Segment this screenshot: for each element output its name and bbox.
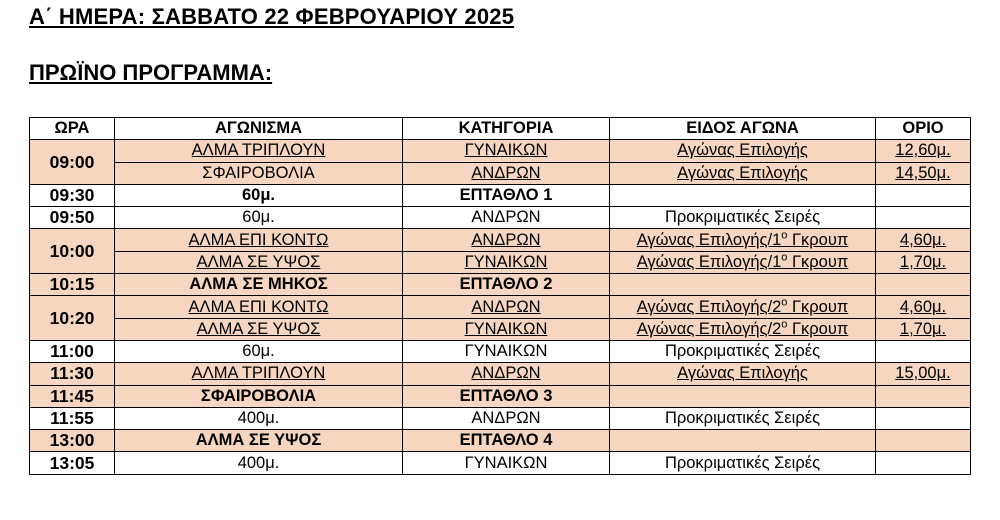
ordinal-suffix: ο — [781, 251, 788, 264]
type-cell: Προκριματικές Σειρές — [610, 340, 876, 362]
schedule-table — [29, 117, 971, 475]
limit-cell: 15,00μ. — [876, 363, 971, 385]
category-cell: ΓΥΝΑΙΚΩΝ — [403, 340, 610, 362]
event-cell: ΑΛΜΑ ΤΡΙΠΛΟΥΝ — [115, 140, 403, 162]
table-row — [30, 430, 971, 452]
event-cell: ΑΛΜΑ ΣΕ ΜΗΚΟΣ — [115, 274, 403, 296]
type-cell: Αγώνας Επιλογής — [610, 363, 876, 385]
table-row — [30, 140, 971, 162]
table-row — [30, 184, 971, 206]
category-cell: ΑΝΔΡΩΝ — [403, 296, 610, 318]
limit-cell: 1,70μ. — [876, 251, 971, 273]
header-category: ΚΑΤΗΓΟΡΙΑ — [403, 118, 610, 140]
limit-cell — [876, 340, 971, 362]
type-cell: Αγώνας Επιλογής/$1^o$ Γκρουπ — [610, 251, 876, 273]
limit-cell: 14,50μ. — [876, 162, 971, 184]
header-type: ΕΙΔΟΣ ΑΓΩΝΑ — [610, 118, 876, 140]
time-cell: 09:30 — [30, 184, 115, 206]
category-cell: ΓΥΝΑΙΚΩΝ — [403, 452, 610, 474]
event-cell: ΑΛΜΑ ΕΠΙ ΚΟΝΤΩ — [115, 229, 403, 251]
time-cell: 09:00 — [30, 140, 115, 185]
type-cell: Αγώνας Επιλογής — [610, 162, 876, 184]
event-cell: 400μ. — [115, 452, 403, 474]
type-cell — [610, 184, 876, 206]
type-cell — [610, 385, 876, 407]
day-title: Α΄ ΗΜΕΡΑ: ΣΑΒΒΑΤΟ 22 ΦΕΒΡΟΥΑΡΙΟΥ 2025 — [29, 4, 515, 29]
table-row — [30, 274, 971, 296]
table-row — [30, 251, 971, 273]
table-row — [30, 407, 971, 429]
category-cell: ΕΠΤΑΘΛΟ 4 — [403, 430, 610, 452]
type-cell: Αγώνας Επιλογής/$2^o$ Γκρουπ — [610, 318, 876, 340]
time-cell: 11:30 — [30, 363, 115, 385]
time-cell: 09:50 — [30, 207, 115, 229]
limit-cell — [876, 430, 971, 452]
event-cell: ΑΛΜΑ ΣΕ ΥΨΟΣ — [115, 430, 403, 452]
category-cell: ΑΝΔΡΩΝ — [403, 407, 610, 429]
time-cell: 13:05 — [30, 452, 115, 474]
category-cell: ΑΝΔΡΩΝ — [403, 363, 610, 385]
category-cell: ΑΝΔΡΩΝ — [403, 207, 610, 229]
event-cell: ΣΦΑΙΡΟΒΟΛΙΑ — [115, 385, 403, 407]
type-cell: Αγώνας Επιλογής/$1^o$ Γκρουπ — [610, 229, 876, 251]
table-row — [30, 363, 971, 385]
category-cell: ΕΠΤΑΘΛΟ 1 — [403, 184, 610, 206]
event-cell: ΑΛΜΑ ΕΠΙ ΚΟΝΤΩ — [115, 296, 403, 318]
limit-cell: 4,60μ. — [876, 229, 971, 251]
header-time: ΩΡΑ — [30, 118, 115, 140]
category-cell: ΕΠΤΑΘΛΟ 3 — [403, 385, 610, 407]
event-cell: ΑΛΜΑ ΣΕ ΥΨΟΣ — [115, 251, 403, 273]
ordinal-suffix: ο — [781, 229, 788, 242]
time-cell: 10:20 — [30, 296, 115, 341]
limit-cell — [876, 452, 971, 474]
table-row — [30, 229, 971, 251]
type-cell: Προκριματικές Σειρές — [610, 207, 876, 229]
header-row — [30, 118, 971, 140]
program-title: ΠΡΩΪΝΟ ΠΡΟΓΡΑΜΜΑ: — [29, 60, 273, 85]
ordinal-suffix: ο — [781, 318, 788, 331]
limit-cell: 12,60μ. — [876, 140, 971, 162]
limit-cell — [876, 385, 971, 407]
event-cell: ΣΦΑΙΡΟΒΟΛΙΑ — [115, 162, 403, 184]
table-row — [30, 296, 971, 318]
limit-cell — [876, 184, 971, 206]
table-row — [30, 340, 971, 362]
event-cell: ΑΛΜΑ ΣΕ ΥΨΟΣ — [115, 318, 403, 340]
type-cell: Προκριματικές Σειρές — [610, 452, 876, 474]
limit-cell: 1,70μ. — [876, 318, 971, 340]
table-row — [30, 385, 971, 407]
table-row — [30, 207, 971, 229]
category-cell: ΑΝΔΡΩΝ — [403, 229, 610, 251]
type-cell: Αγώνας Επιλογής/$2^o$ Γκρουπ — [610, 296, 876, 318]
table-row — [30, 318, 971, 340]
limit-cell — [876, 207, 971, 229]
limit-cell — [876, 407, 971, 429]
event-cell: ΑΛΜΑ ΤΡΙΠΛΟΥΝ — [115, 363, 403, 385]
category-cell: ΕΠΤΑΘΛΟ 2 — [403, 274, 610, 296]
table-row — [30, 162, 971, 184]
category-cell: ΓΥΝΑΙΚΩΝ — [403, 251, 610, 273]
type-cell — [610, 430, 876, 452]
event-cell: 60μ. — [115, 340, 403, 362]
header-event: ΑΓΩΝΙΣΜΑ — [115, 118, 403, 140]
time-cell: 10:15 — [30, 274, 115, 296]
time-cell: 11:45 — [30, 385, 115, 407]
time-cell: 11:55 — [30, 407, 115, 429]
category-cell: ΓΥΝΑΙΚΩΝ — [403, 318, 610, 340]
header-limit: ΟΡΙΟ — [876, 118, 971, 140]
type-cell — [610, 274, 876, 296]
time-cell: 13:00 — [30, 430, 115, 452]
type-cell: Προκριματικές Σειρές — [610, 407, 876, 429]
event-cell: 60μ. — [115, 207, 403, 229]
time-cell: 11:00 — [30, 340, 115, 362]
event-cell: 400μ. — [115, 407, 403, 429]
category-cell: ΓΥΝΑΙΚΩΝ — [403, 140, 610, 162]
type-cell: Αγώνας Επιλογής — [610, 140, 876, 162]
limit-cell: 4,60μ. — [876, 296, 971, 318]
time-cell: 10:00 — [30, 229, 115, 274]
limit-cell — [876, 274, 971, 296]
event-cell: 60μ. — [115, 184, 403, 206]
category-cell: ΑΝΔΡΩΝ — [403, 162, 610, 184]
ordinal-suffix: ο — [781, 296, 788, 309]
table-row — [30, 452, 971, 474]
